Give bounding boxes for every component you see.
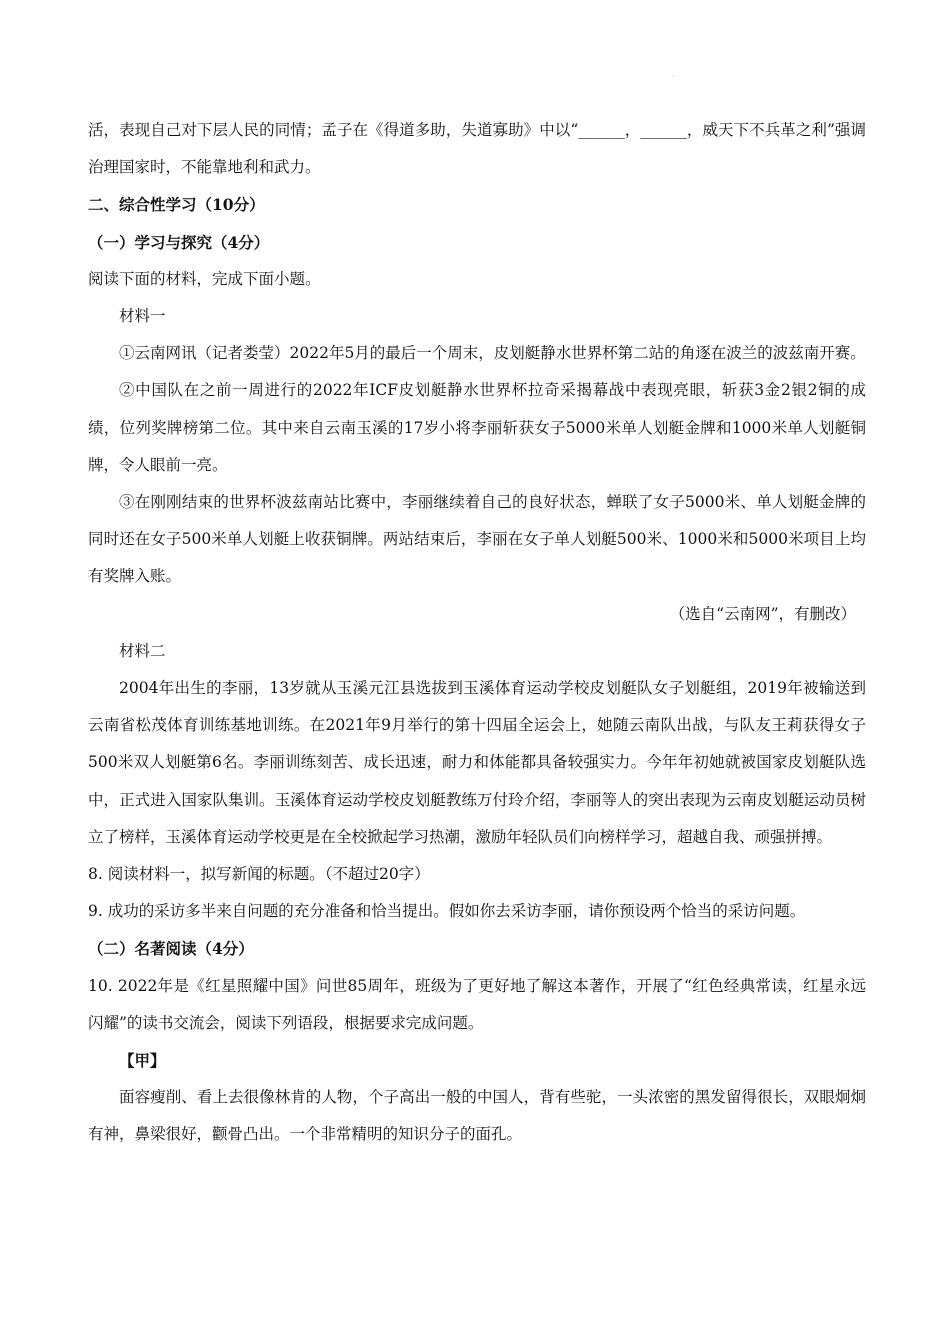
material-1-paragraph-1: ①云南网讯（记者娄莹）2022年5月的最后一个周末，皮划艇静水世界杯第二站的角逐在波兰的波兹南开赛。 — [119, 344, 866, 363]
material-1-paragraph-3: ③在刚刚结束的世界杯波兹南站比赛中，李丽继续着自己的良好状态，蝉联了女子5000米、单人划艇金牌的同时还在女子500米单人划艇上收获铜牌。两站结束后，李丽在女子单人划艇500米、1000米和5000米项目上均有奖牌入账。 — [88, 493, 866, 586]
material-1-label: 材料一 — [119, 307, 166, 326]
excerpt-jia-text: 面容瘦削、看上去很像林肯的人物，个子高出一般的中国人，背有些驼，一头浓密的黑发留得很长，双眼炯炯有神，鼻梁很好，颧骨凸出。一个非常精明的知识分子的面孔。 — [88, 1088, 866, 1144]
material-1-source: （选自“云南网”，有删改） — [669, 604, 856, 623]
question-10: 10. 2022年是《红星照耀中国》问世85周年，班级为了更好地了解这本著作，开展了“红色经典常读，红星永远闪耀”的读书交流会，阅读下列语段，根据要求完成问题。 — [88, 976, 866, 1032]
material-2-paragraph: 2004年出生的李丽，13岁就从玉溪元江县选拔到玉溪体育运动学校皮划艇队女子划艇组，2019年被输送到云南省松茂体育训练基地训练。在2021年9月举行的第十四届全运会上，她随云南队出战，与队友王莉获得女子500米双人划艇第6名。李丽训练刻苦、成长迅速，耐力和体能都具备较强实力。今年年初她就被国家皮划艇队选中，正式进入国家队集训。玉溪体育运动学校皮划艇教练万付玲介绍，李丽等人的突出表现为云南皮划艇运动员树立了榜样，玉溪体育运动学校更是在全校掀起学习热潮，激励年轻队员们向榜样学习，超越自我、顽强拼搏。 — [88, 679, 866, 846]
material-2-label: 材料二 — [119, 641, 166, 660]
section-2-title: 二、综合性学习（10分） — [88, 195, 265, 215]
header-mark: · — [672, 72, 675, 81]
question-9: 9. 成功的采访多半来自问题的充分准备和恰当提出。假如你去采访李丽，请你预设两个恰当的采访问题。 — [88, 902, 806, 921]
material-1-paragraph-2: ②中国队在之前一周进行的2022年ICF皮划艇静水世界杯拉奇采揭幕战中表现亮眼，斩获3金2银2铜的成绩，位列奖牌榜第二位。其中来自云南玉溪的17岁小将李丽斩获女子5000米单人划艇金牌和1000米单人划艇铜牌，令人眼前一亮。 — [88, 381, 866, 474]
question-8: 8. 阅读材料一，拟写新闻的标题。（不超过20字） — [88, 865, 430, 884]
subsection-2-title: （二）名著阅读（4分） — [88, 939, 254, 959]
instruction-text: 阅读下面的材料，完成下面小题。 — [88, 269, 321, 288]
excerpt-jia-label: 【甲】 — [119, 1051, 166, 1071]
paragraph-top: 活，表现自己对下层人民的同情；孟子在《得道多助，失道寡助》中以“______，______，威天下不兵革之利”强调治理国家时，不能靠地利和武力。 — [88, 121, 866, 177]
subsection-1-title: （一）学习与探究（4分） — [88, 232, 270, 252]
document-body — [88, 112, 866, 1154]
